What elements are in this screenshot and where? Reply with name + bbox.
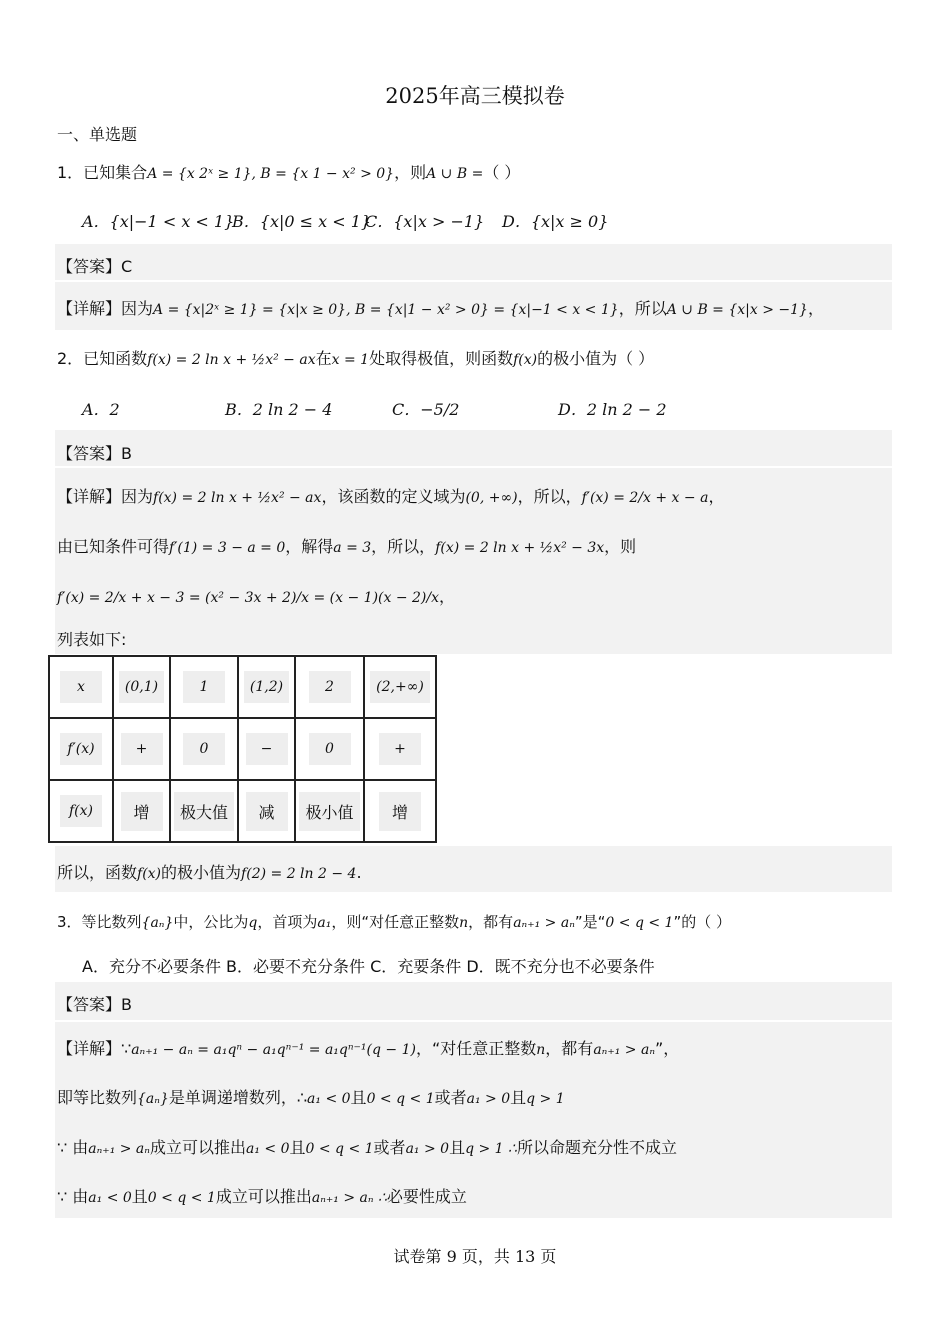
table-cell: 极大值: [174, 792, 234, 831]
q2-stem: 2．已知函数f(x) = 2 ln x + ½x² − ax在x = 1处取得极值，则函数f(x)的极小值为（ ）: [57, 349, 655, 368]
table-cell: −: [246, 733, 288, 765]
q1-option-a: A．{x|−1 < x < 1}: [82, 212, 235, 231]
section-heading: 一、单选题: [57, 125, 138, 144]
q2-option-c: C．−5/2: [392, 400, 460, 419]
q3-detail-line1: 【详解】∵aₙ₊₁ − aₙ = a₁qⁿ − a₁qⁿ⁻¹ = a₁qⁿ⁻¹(q − 1)，“对任意正整数n，都有aₙ₊₁ > aₙ”，: [57, 1039, 680, 1058]
q1-answer-box: [55, 244, 892, 280]
table-cell: 减: [246, 792, 288, 831]
table-cell: 2: [309, 671, 351, 703]
q3-detail-line2: 即等比数列{aₙ}是单调递增数列，∴a₁ < 0且0 < q < 1或者a₁ > 0且q > 1: [57, 1088, 565, 1107]
table-cell: 0: [183, 733, 225, 765]
table-cell: 1: [183, 671, 225, 703]
table-cell: f′(x): [60, 733, 102, 765]
table-cell: 极小值: [299, 792, 359, 831]
page-title: 2025年高三模拟卷: [385, 84, 565, 108]
table-cell: f(x): [60, 795, 102, 827]
q3-answer: 【答案】B: [57, 995, 132, 1014]
q2-option-a: A．2: [82, 400, 120, 419]
monotonicity-table: [48, 655, 437, 843]
q2-detail-line1: 【详解】因为f(x) = 2 ln x + ½x² − ax，该函数的定义域为(0, +∞)，所以，f′(x) = 2/x + x − a，: [57, 487, 725, 506]
table-row: [49, 780, 436, 842]
table-cell: 增: [121, 792, 163, 831]
q1-option-b: B．{x|0 ≤ x < 1}: [232, 212, 372, 231]
page-footer: 试卷第 9 页，共 13 页: [393, 1247, 557, 1266]
q2-detail-line3: f′(x) = 2/x + x − 3 = (x² − 3x + 2)/x = (x − 1)(x − 2)/x，: [57, 587, 456, 606]
table-cell: x: [60, 671, 102, 703]
table-row: [49, 656, 436, 718]
q3-detail-line4: ∵ 由a₁ < 0且0 < q < 1成立可以推出aₙ₊₁ > aₙ ∴必要性成立: [57, 1187, 467, 1206]
q2-answer-box: [55, 430, 892, 466]
q3-answer-box: [55, 982, 892, 1020]
q1-detail: 【详解】因为A = {x|2ˣ ≥ 1} = {x|x ≥ 0}, B = {x|1 − x² > 0} = {x|−1 < x < 1}，所以A ∪ B = {x|x > −1}，: [57, 299, 824, 318]
q1-stem: 1．已知集合A = {x 2ˣ ≥ 1}, B = {x 1 − x² > 0}，则A ∪ B =（ ）: [57, 163, 521, 182]
table-cell: +: [379, 733, 421, 765]
q1-option-c: C．{x|x > −1}: [365, 212, 485, 231]
table-cell: +: [121, 733, 163, 765]
q2-option-d: D．2 ln 2 − 2: [558, 400, 667, 419]
table-cell: 0: [309, 733, 351, 765]
q3-stem: 3．等比数列{aₙ}中，公比为q，首项为a₁，则“对任意正整数n，都有aₙ₊₁ > aₙ”是“0 < q < 1”的（ ）: [57, 913, 732, 931]
q2-option-b: B．2 ln 2 − 4: [225, 400, 333, 419]
table-cell: (1,2): [244, 671, 289, 703]
table-cell: (2,+∞): [370, 671, 430, 703]
q2-table-label: 列表如下:: [57, 630, 127, 649]
q3-options: A．充分不必要条件 B．必要不充分条件 C．充要条件 D．既不充分也不必要条件: [82, 957, 655, 976]
table-cell: 增: [379, 792, 421, 831]
q2-answer: 【答案】B: [57, 444, 132, 463]
q1-option-d: D．{x|x ≥ 0}: [502, 212, 609, 231]
q2-conclusion: 所以，函数f(x)的极小值为f(2) = 2 ln 2 − 4.: [57, 863, 362, 882]
q3-detail-line3: ∵ 由aₙ₊₁ > aₙ成立可以推出a₁ < 0且0 < q < 1或者a₁ > 0且q > 1 ∴所以命题充分性不成立: [57, 1138, 677, 1157]
q1-answer: 【答案】C: [57, 257, 133, 276]
table-cell: (0,1): [119, 671, 164, 703]
table-row: [49, 718, 436, 780]
q2-detail-line2: 由已知条件可得f′(1) = 3 − a = 0，解得a = 3，所以，f(x) = 2 ln x + ½x² − 3x，则: [57, 537, 637, 556]
